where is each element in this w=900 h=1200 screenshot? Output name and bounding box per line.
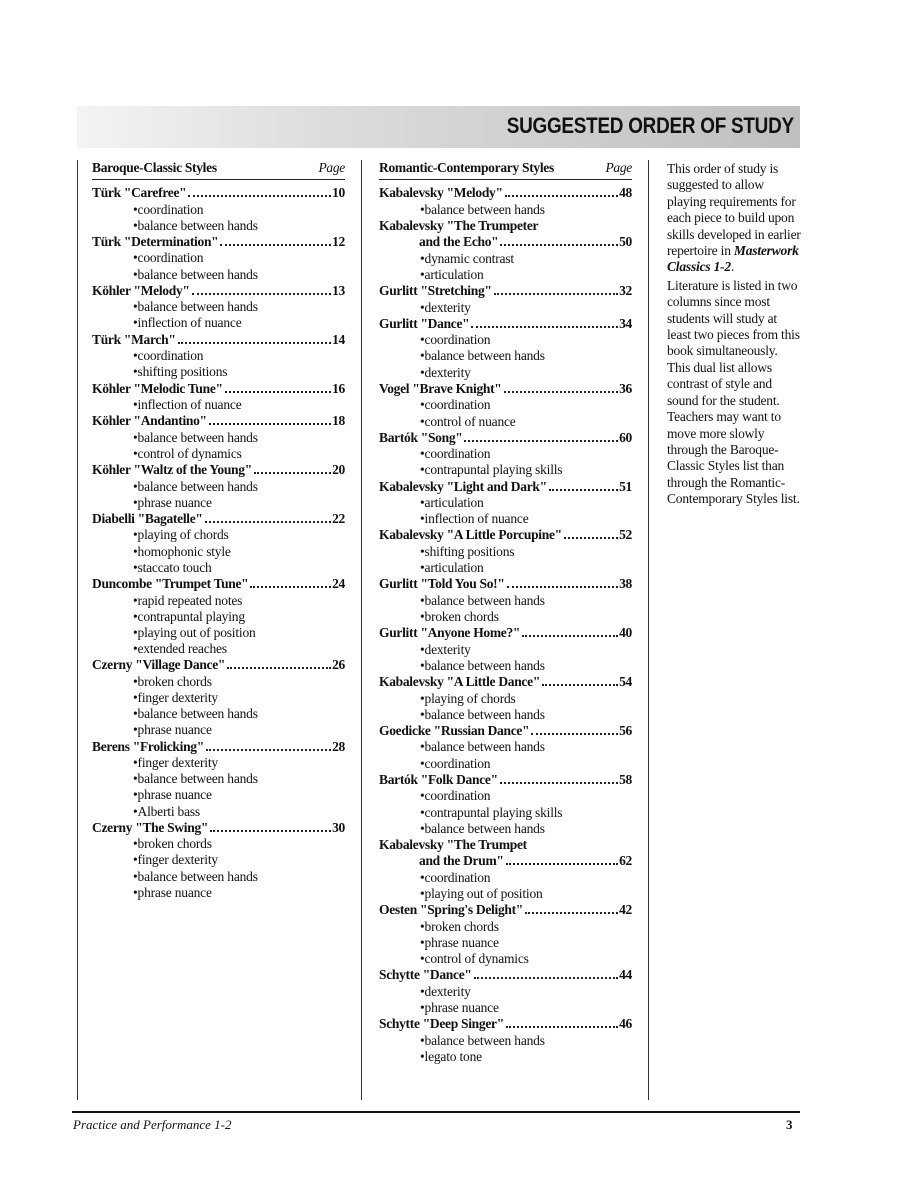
dot-leader xyxy=(225,391,331,393)
entry-title-line xyxy=(92,185,345,202)
page-label: Page xyxy=(318,160,345,175)
entry-page: 36 xyxy=(619,380,632,396)
entry-title: Berens "Frolicking" xyxy=(92,738,204,754)
column-heading xyxy=(379,160,632,180)
skill-item: •phrase nuance xyxy=(420,934,499,950)
entry-page: 13 xyxy=(332,282,345,298)
entry-title: Goedicke "Russian Dance" xyxy=(379,722,530,738)
entry-title-line xyxy=(379,479,632,496)
skill-item: •dexterity xyxy=(420,364,471,380)
entry-title: Gurlitt "Stretching" xyxy=(379,283,492,299)
entry-page: 60 xyxy=(619,429,632,445)
skill-item: •balance between hands xyxy=(420,739,545,755)
entry-title: Türk "March" xyxy=(92,331,176,347)
entry-title-line xyxy=(379,185,632,202)
entry-title: Kabalevsky "A Little Dance" xyxy=(379,674,541,690)
dot-leader xyxy=(205,521,331,523)
study-entry xyxy=(379,185,632,218)
notes-paragraph-1: This order of study is suggested to allow playing requirements for each piece to build upon skills developed in earlier repertoire in Masterwork Classics 1-2. xyxy=(667,161,801,275)
skill-item: •dexterity xyxy=(420,641,471,657)
skill-item: •rapid repeated notes xyxy=(133,592,243,608)
skill-item: •playing out of position xyxy=(420,886,543,902)
skill-item: •balance between hands xyxy=(420,201,545,217)
skill-item: •playing of chords xyxy=(420,690,516,706)
page-title: SUGGESTED ORDER OF STUDY xyxy=(506,113,794,138)
page-number: 3 xyxy=(786,1117,793,1132)
skill-item: •articulation xyxy=(420,266,484,282)
entry-title: Türk "Carefree" xyxy=(92,185,187,200)
skill-item: •finger dexterity xyxy=(133,755,218,770)
skill-item: •shifting positions xyxy=(133,364,228,380)
skill-item: •finger dexterity xyxy=(133,852,218,868)
dot-leader xyxy=(506,1026,618,1028)
skill-item: •articulation xyxy=(420,560,484,576)
skill-item: •balance between hands xyxy=(420,706,545,722)
skill-item: •dexterity xyxy=(420,983,471,999)
study-entry xyxy=(379,772,632,837)
entry-title-line xyxy=(379,674,632,691)
entry-page: 62 xyxy=(619,853,632,869)
dot-leader xyxy=(542,684,618,686)
entry-title: Duncombe "Trumpet Tune" xyxy=(92,576,249,591)
skill-item: •balance between hands xyxy=(420,820,545,836)
entry-title-line xyxy=(379,218,632,235)
study-entry xyxy=(379,902,632,967)
skill-item: •inflection of nuance xyxy=(133,315,242,331)
skill-item: •contrapuntal playing skills xyxy=(420,462,563,478)
dot-leader xyxy=(250,586,331,588)
entry-page: 32 xyxy=(619,283,632,299)
entry-title-line xyxy=(92,657,345,674)
entry-title-line xyxy=(92,332,345,349)
study-entry xyxy=(92,462,345,511)
entry-title-line xyxy=(379,837,632,854)
skill-item: •phrase nuance xyxy=(420,1000,499,1015)
entry-page: 14 xyxy=(332,331,345,347)
skill-item: •Alberti bass xyxy=(133,803,200,819)
study-entry xyxy=(92,820,345,901)
skill-item: •inflection of nuance xyxy=(420,511,529,527)
page-label: Page xyxy=(605,160,632,175)
skill-item: •coordination xyxy=(133,201,204,217)
study-notes xyxy=(667,161,802,510)
skill-item: •broken chords xyxy=(133,673,212,689)
skill-item: •control of dynamics xyxy=(133,445,242,461)
entry-title-line xyxy=(379,853,632,870)
skill-item: •finger dexterity xyxy=(133,689,218,705)
dot-leader xyxy=(525,912,618,914)
entry-title-line xyxy=(379,430,632,447)
entry-page: 18 xyxy=(332,413,345,429)
entry-title-line xyxy=(92,283,345,300)
skill-item: •balance between hands xyxy=(133,217,258,233)
dot-leader xyxy=(500,782,618,784)
dot-leader xyxy=(506,863,618,865)
entry-title: Kabalevsky "Light and Dark" xyxy=(379,478,547,494)
skill-item: •legato tone xyxy=(420,1048,482,1064)
entry-title: Schytte "Deep Singer" xyxy=(379,1016,504,1032)
entry-title: Kabalevsky "A Little Porcupine" xyxy=(379,527,562,543)
entry-title: Gurlitt "Anyone Home?" xyxy=(379,625,521,641)
sidebar-rule xyxy=(648,160,649,1100)
entry-page: 54 xyxy=(619,674,632,690)
study-entry xyxy=(92,185,345,234)
entry-page: 52 xyxy=(619,527,632,543)
dot-leader xyxy=(220,244,331,246)
entry-title: Kabalevsky "The Trumpeter xyxy=(379,217,539,233)
entry-title-line xyxy=(379,772,632,789)
dot-leader xyxy=(500,244,618,246)
footer-rule xyxy=(72,1111,800,1113)
study-entry xyxy=(92,511,345,576)
skill-item: •balance between hands xyxy=(133,266,258,282)
skill-item: •dexterity xyxy=(420,299,471,315)
study-entry xyxy=(379,479,632,528)
entry-title: Bartók "Folk Dance" xyxy=(379,771,498,787)
study-entry xyxy=(379,381,632,430)
skill-item: •phrase nuance xyxy=(133,787,212,803)
skill-item: •coordination xyxy=(133,250,204,266)
dot-leader xyxy=(254,472,331,474)
dot-leader xyxy=(188,195,331,197)
study-entry xyxy=(92,283,345,332)
entry-title: Köhler "Waltz of the Young" xyxy=(92,462,252,478)
entry-page: 56 xyxy=(619,722,632,738)
entry-title-line xyxy=(379,1016,632,1033)
entry-title-line xyxy=(379,283,632,300)
entry-page: 30 xyxy=(332,819,345,835)
study-entry xyxy=(379,576,632,625)
entry-page: 50 xyxy=(619,234,632,250)
entry-title-line xyxy=(379,625,632,642)
entry-page: 58 xyxy=(619,771,632,787)
entry-title: Oesten "Spring's Delight" xyxy=(379,902,523,918)
skill-item: •inflection of nuance xyxy=(133,397,242,412)
entry-page: 40 xyxy=(619,625,632,641)
skill-item: •phrase nuance xyxy=(133,722,212,738)
left-rule xyxy=(77,160,78,1100)
baroque-classic-column xyxy=(92,160,345,901)
study-entry xyxy=(379,837,632,902)
entry-page: 34 xyxy=(619,315,632,331)
entry-title: Köhler "Andantino" xyxy=(92,413,207,429)
skill-item: •balance between hands xyxy=(420,1032,545,1048)
entry-title-continued: and the Echo" xyxy=(419,234,499,250)
entry-title-line xyxy=(92,234,345,251)
dot-leader xyxy=(494,293,618,295)
dot-leader xyxy=(549,489,618,491)
column-heading-title: Baroque-Classic Styles xyxy=(92,160,217,175)
entry-title: Bartók "Song" xyxy=(379,429,463,445)
skill-item: •staccato touch xyxy=(133,559,212,575)
skill-item: •articulation xyxy=(420,495,484,511)
skill-item: •playing of chords xyxy=(133,527,229,543)
dot-leader xyxy=(209,423,331,425)
dot-leader xyxy=(192,293,331,295)
center-rule xyxy=(361,160,362,1100)
dot-leader xyxy=(504,391,619,393)
entry-title-line xyxy=(92,511,345,528)
entry-title: Czerny "Village Dance" xyxy=(92,657,226,673)
skill-item: •phrase nuance xyxy=(133,884,212,900)
entry-page: 28 xyxy=(332,738,345,754)
study-entry xyxy=(92,657,345,738)
entry-title: Schytte "Dance" xyxy=(379,967,472,983)
footer-book-title: Practice and Performance 1-2 xyxy=(73,1117,232,1132)
entry-page: 10 xyxy=(332,185,345,200)
skill-item: •coordination xyxy=(420,869,491,885)
dot-leader xyxy=(474,977,618,979)
entry-page: 42 xyxy=(619,902,632,918)
entry-title: Kabalevsky "The Trumpet xyxy=(379,836,527,852)
skill-item: •balance between hands xyxy=(133,771,258,787)
entry-title-continued: and the Drum" xyxy=(419,853,504,869)
header-banner xyxy=(77,106,800,148)
entry-title: Czerny "The Swing" xyxy=(92,819,209,835)
romantic-contemporary-column xyxy=(379,160,632,1065)
dot-leader xyxy=(178,342,332,344)
entry-page: 16 xyxy=(332,380,345,396)
entry-title-line xyxy=(379,902,632,919)
skill-item: •phrase nuance xyxy=(133,494,212,510)
entry-title-line xyxy=(379,576,632,593)
skill-item: •balance between hands xyxy=(420,657,545,673)
study-entry xyxy=(379,625,632,674)
entry-title-line xyxy=(379,527,632,544)
entry-page: 38 xyxy=(619,576,632,592)
skill-item: •balance between hands xyxy=(133,706,258,722)
study-entry xyxy=(92,234,345,283)
entry-page: 22 xyxy=(332,510,345,526)
skill-item: •broken chords xyxy=(133,836,212,852)
skill-item: •balance between hands xyxy=(420,592,545,608)
study-entry xyxy=(92,381,345,414)
dot-leader xyxy=(505,195,618,197)
entry-page: 12 xyxy=(332,233,345,249)
study-entry xyxy=(379,527,632,576)
skill-item: •broken chords xyxy=(420,918,499,934)
skill-item: •balance between hands xyxy=(133,868,258,884)
skill-item: •playing out of position xyxy=(133,624,256,640)
entry-title: Kabalevsky "Melody" xyxy=(379,185,503,200)
skill-item: •extended reaches xyxy=(133,641,227,657)
entry-title: Vogel "Brave Knight" xyxy=(379,380,502,396)
dot-leader xyxy=(210,830,331,832)
dot-leader xyxy=(206,749,331,751)
skill-item: •homophonic style xyxy=(133,543,231,559)
entry-page: 46 xyxy=(619,1016,632,1032)
entry-title: Köhler "Melodic Tune" xyxy=(92,380,223,396)
entry-page: 24 xyxy=(332,576,345,591)
entry-title-line xyxy=(92,462,345,479)
entry-title-line xyxy=(379,316,632,333)
column-heading xyxy=(92,160,345,180)
dot-leader xyxy=(471,326,618,328)
skill-item: •coordination xyxy=(420,397,491,413)
skill-item: •shifting positions xyxy=(420,543,515,559)
entry-title-line xyxy=(92,381,345,398)
skill-item: •coordination xyxy=(133,348,204,364)
entry-page: 51 xyxy=(619,478,632,494)
skill-item: •balance between hands xyxy=(133,299,258,315)
skill-item: •dynamic contrast xyxy=(420,250,514,266)
entry-title-line xyxy=(379,967,632,984)
skill-item: •control of dynamics xyxy=(420,951,529,967)
study-entry xyxy=(92,576,345,657)
study-entry xyxy=(379,1016,632,1065)
entry-title-line xyxy=(92,576,345,593)
skill-item: •broken chords xyxy=(420,609,499,624)
skill-item: •coordination xyxy=(420,446,491,462)
dot-leader xyxy=(522,635,618,637)
entry-page: 26 xyxy=(332,657,345,673)
skill-item: •contrapuntal playing skills xyxy=(420,804,563,820)
study-entry xyxy=(379,430,632,479)
study-entry xyxy=(379,674,632,723)
skill-item: •coordination xyxy=(420,755,491,771)
study-entry xyxy=(379,723,632,772)
entry-title-line xyxy=(92,413,345,430)
entry-title: Köhler "Melody" xyxy=(92,282,190,298)
entry-page: 48 xyxy=(619,185,632,200)
skill-item: •control of nuance xyxy=(420,413,516,429)
study-entry xyxy=(92,413,345,462)
entry-page: 20 xyxy=(332,462,345,478)
dot-leader xyxy=(227,667,331,669)
entry-title: Türk "Determination" xyxy=(92,233,219,249)
notes-paragraph-2: Literature is listed in two columns since most students will study at least two pieces from this book simultaneously. This dual list allows contrast of style and sound for the student. Teachers may want to move more slowly through the Baroque-Classic Styles list than through the Romantic-Contemporary Styles list. xyxy=(667,277,800,507)
column-heading-title: Romantic-Contemporary Styles xyxy=(379,160,554,175)
entry-title-line xyxy=(92,739,345,756)
entry-title-line xyxy=(379,381,632,398)
entry-title: Gurlitt "Dance" xyxy=(379,315,470,331)
skill-item: •balance between hands xyxy=(133,478,258,494)
entry-title: Diabelli "Bagatelle" xyxy=(92,510,203,526)
dot-leader xyxy=(464,440,618,442)
study-entry xyxy=(379,316,632,381)
skill-item: •contrapuntal playing xyxy=(133,608,245,624)
dot-leader xyxy=(564,537,618,539)
book-title: Masterwork Classics 1-2 xyxy=(667,243,799,275)
study-entry xyxy=(92,332,345,381)
skill-item: •coordination xyxy=(420,788,491,804)
study-entry xyxy=(92,739,345,820)
skill-item: •balance between hands xyxy=(133,429,258,445)
entry-title-line xyxy=(92,820,345,837)
entry-title: Gurlitt "Told You So!" xyxy=(379,576,505,592)
dot-leader xyxy=(531,733,618,735)
study-entry xyxy=(379,283,632,316)
entry-page: 44 xyxy=(619,967,632,983)
skill-item: •balance between hands xyxy=(420,348,545,364)
entry-title-line xyxy=(379,723,632,740)
study-entry xyxy=(379,967,632,1016)
entry-title-line xyxy=(379,234,632,251)
dot-leader xyxy=(507,586,619,588)
study-entry xyxy=(379,218,632,283)
skill-item: •coordination xyxy=(420,332,491,348)
